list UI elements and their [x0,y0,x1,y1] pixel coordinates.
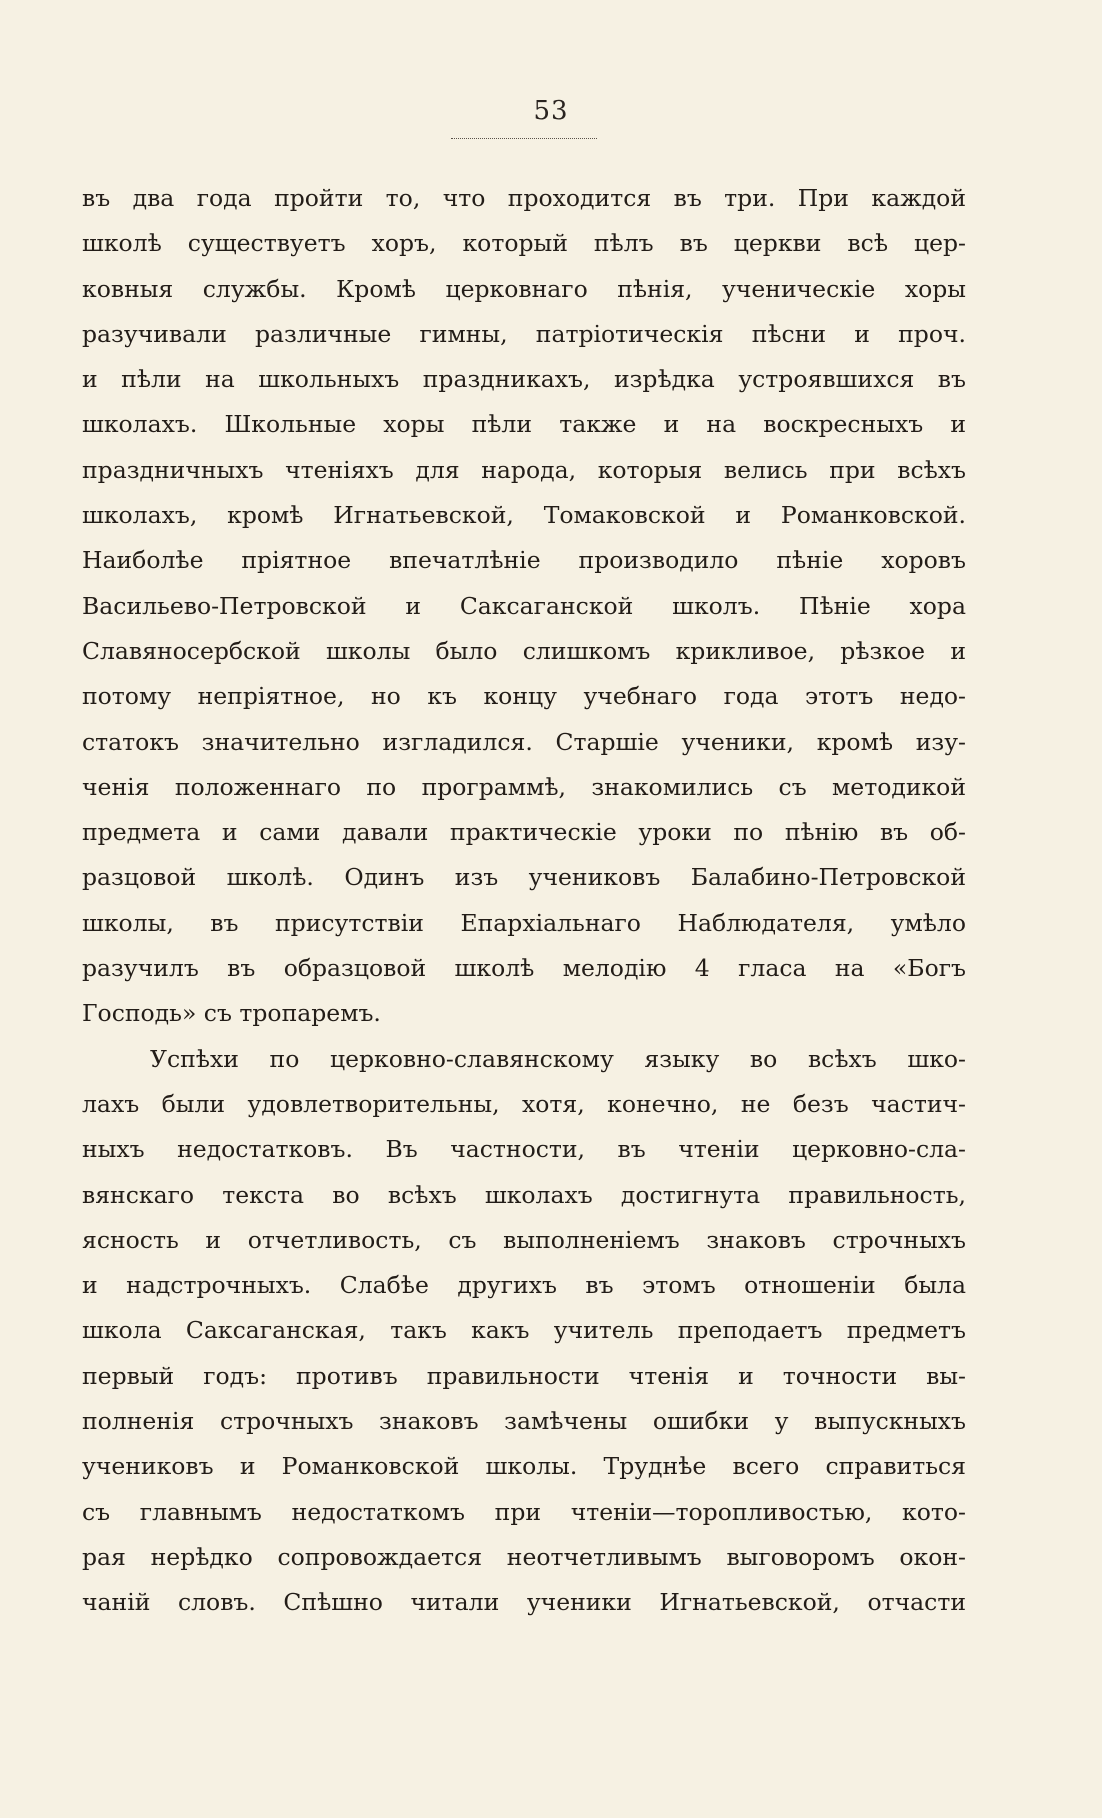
text-line: статокъ значительно изгладился. Старшіе ученики, кромѣ изу- [82,727,966,756]
body-text [82,176,966,1626]
text-line: рая нерѣдко сопровождается неотчетливымъ выговоромъ окон- [82,1542,966,1571]
text-line: ковныя службы. Кромѣ церковнаго пѣнія, ученическіе хоры [82,274,966,303]
text-line: праздничныхъ чтеніяхъ для народа, которыя велись при всѣхъ [82,455,966,484]
text-line: разучилъ въ образцовой школѣ мелодію 4 гласа на «Богъ [82,954,966,983]
text-line: разучивали различные гимны, патріотическія пѣсни и проч. [82,319,966,348]
text-line: школахъ. Школьные хоры пѣли также и на воскресныхъ и [82,410,966,439]
text-line: ясность и отчетливость, съ выполненіемъ знаковъ строчныхъ [82,1225,966,1254]
text-line: Васильево-Петровской и Саксаганской школъ. Пѣніе хора [82,591,966,620]
paragraph-start-line: Успѣхи по церковно-славянскому языку во всѣхъ шко- [150,1044,966,1073]
text-line: школѣ существуетъ хоръ, который пѣлъ въ церкви всѣ цер- [82,229,966,258]
text-line: школахъ, кромѣ Игнатьевской, Томаковской и Романковской. [82,501,966,530]
header-rule [451,138,597,139]
text-line: съ главнымъ недостаткомъ при чтеніи—торопливостью, кото- [82,1497,966,1526]
text-line: въ два года пройти то, что проходится въ три. При каждой [82,184,966,212]
text-line: разцовой школѣ. Одинъ изъ учениковъ Балабино-Петровской [82,863,966,892]
text-line: и надстрочныхъ. Слабѣе другихъ въ этомъ отношеніи была [82,1271,966,1300]
text-line: потому непріятное, но къ концу учебнаго года этотъ недо- [82,682,966,711]
text-line: и пѣли на школьныхъ праздникахъ, изрѣдка устроявшихся въ [82,365,966,394]
text-line: предмета и сами давали практическіе уроки по пѣнію въ об- [82,818,966,847]
text-line: школы, въ присутствіи Епархіальнаго Наблюдателя, умѣло [82,908,966,937]
text-line: ченія положеннаго по программѣ, знакомились съ методикой [82,772,966,801]
text-line: Наиболѣе пріятное впечатлѣніе производило пѣніе хоровъ [82,546,966,575]
text-line: полненія строчныхъ знаковъ замѣчены ошибки у выпускныхъ [82,1407,966,1436]
text-line: чаній словъ. Спѣшно читали ученики Игнатьевской, отчасти [82,1588,966,1617]
text-line: школа Саксаганская, такъ какъ учитель преподаетъ предметъ [82,1316,966,1345]
text-line: ныхъ недостатковъ. Въ частности, въ чтеніи церковно-сла- [82,1135,966,1164]
text-line: учениковъ и Романковской школы. Труднѣе всего справиться [82,1452,966,1481]
text-line: Славяносербской школы было слишкомъ крикливое, рѣзкое и [82,636,966,665]
page-number: 53 [533,96,569,126]
text-line: лахъ были удовлетворительны, хотя, конечно, не безъ частич- [82,1089,966,1118]
text-line: вянскаго текста во всѣхъ школахъ достигнута правильность, [82,1180,966,1209]
paragraph-end-line: Господь» съ тропаремъ. [82,999,381,1028]
text-line: первый годъ: противъ правильности чтенія и точности вы- [82,1361,966,1390]
